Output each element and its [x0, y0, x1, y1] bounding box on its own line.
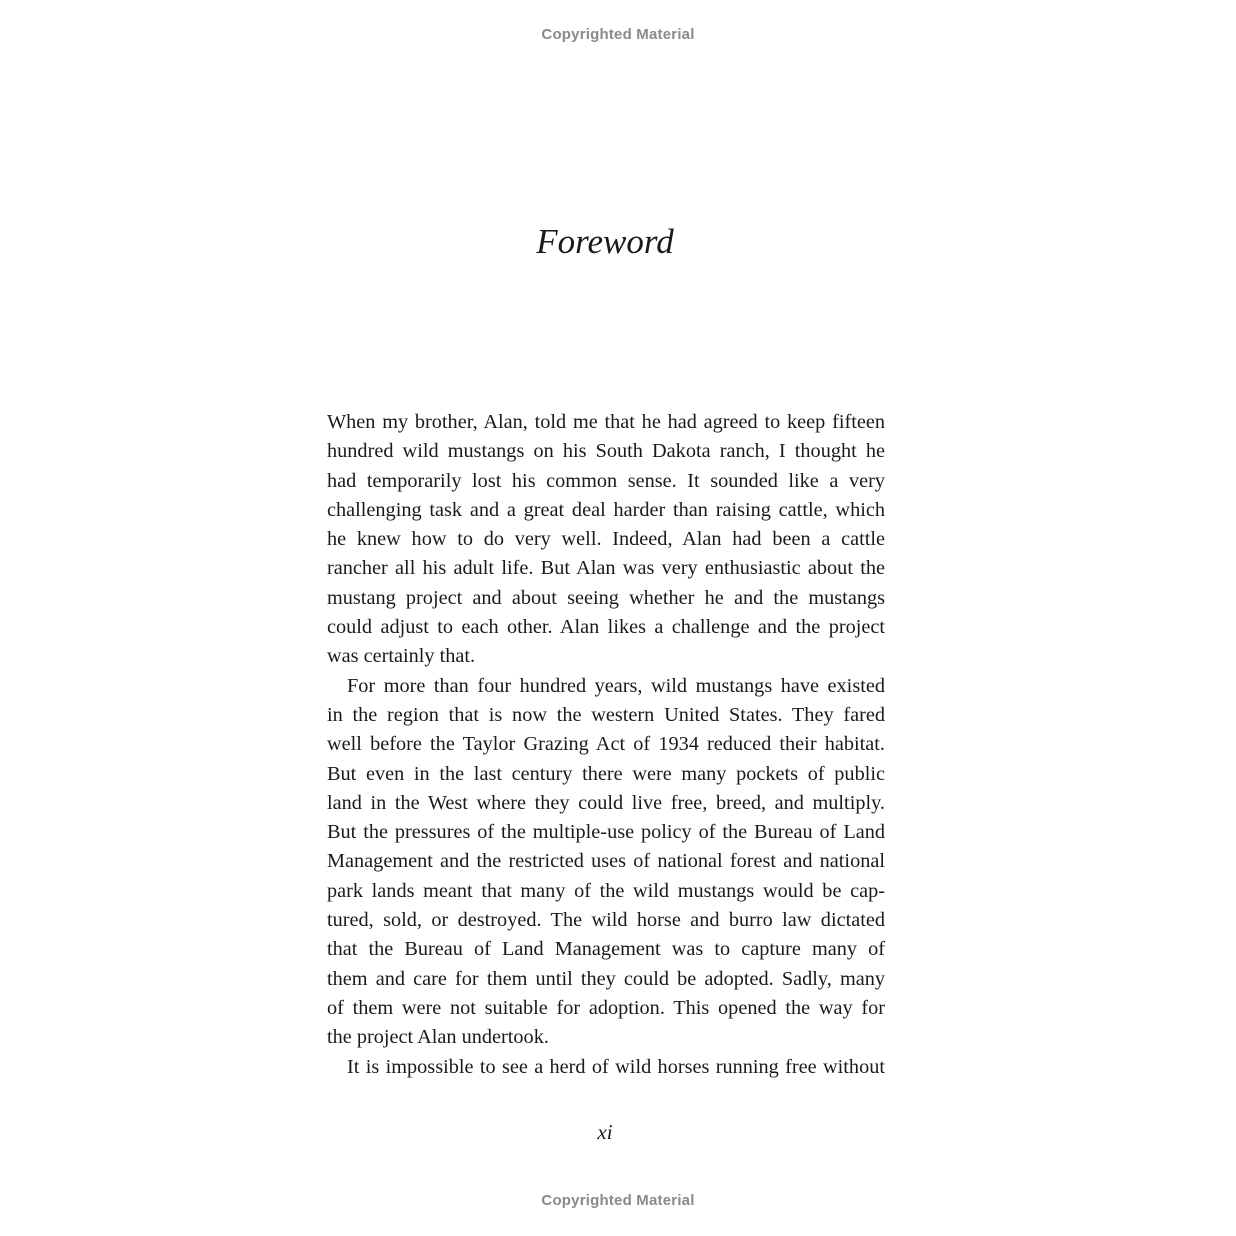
chapter-title: Foreword	[536, 222, 674, 261]
text-line: land in the West where they could live free, breed, and multiply.	[327, 791, 885, 814]
text-line: Management and the restricted uses of national forest and national	[327, 850, 885, 873]
text-line: had temporarily lost his common sense. It sounded like a very	[327, 469, 885, 492]
text-line: he knew how to do very well. Indeed, Alan had been a cattle	[327, 528, 885, 551]
text-line: But even in the last century there were many pockets of public	[327, 762, 885, 785]
text-line: that the Bureau of Land Management was to capture many of	[327, 938, 885, 961]
text-line: could adjust to each other. Alan likes a challenge and the project	[327, 616, 885, 639]
paragraph	[327, 408, 885, 672]
foreword-body	[327, 408, 885, 1082]
text-line: But the pressures of the multiple-use policy of the Bureau of Land	[327, 821, 885, 844]
text-line: When my brother, Alan, told me that he had agreed to keep fifteen	[327, 411, 885, 433]
text-line: was certainly that.	[327, 645, 476, 668]
text-line: them and care for them until they could be adopted. Sadly, many	[327, 967, 885, 990]
text-line: of them were not suitable for adoption. This opened the way for	[327, 996, 885, 1019]
text-line: tured, sold, or destroyed. The wild horse and burro law dictated	[327, 909, 885, 932]
text-line: in the region that is now the western United States. They fared	[327, 703, 885, 726]
text-line: mustang project and about seeing whether he and the mustangs	[327, 586, 885, 609]
paragraph	[327, 1053, 885, 1082]
text-line: challenging task and a great deal harder than raising cattle, which	[327, 498, 885, 521]
page-number: xi	[597, 1120, 613, 1144]
copyright-watermark-bottom: Copyrighted Material	[541, 1192, 695, 1209]
text-line: the project Alan undertook.	[327, 1026, 549, 1049]
paragraph	[327, 672, 885, 1053]
copyright-watermark-top: Copyrighted Material	[541, 26, 695, 43]
text-line: park lands meant that many of the wild mustangs would be cap-	[327, 879, 885, 902]
text-line: It is impossible to see a herd of wild horses running free without	[347, 1055, 885, 1078]
text-line: For more than four hundred years, wild mustangs have existed	[347, 674, 885, 697]
text-line: rancher all his adult life. But Alan was very enthusiastic about the	[327, 557, 885, 580]
text-line: well before the Taylor Grazing Act of 1934 reduced their habitat.	[327, 733, 885, 756]
text-line: hundred wild mustangs on his South Dakota ranch, I thought he	[327, 440, 885, 463]
